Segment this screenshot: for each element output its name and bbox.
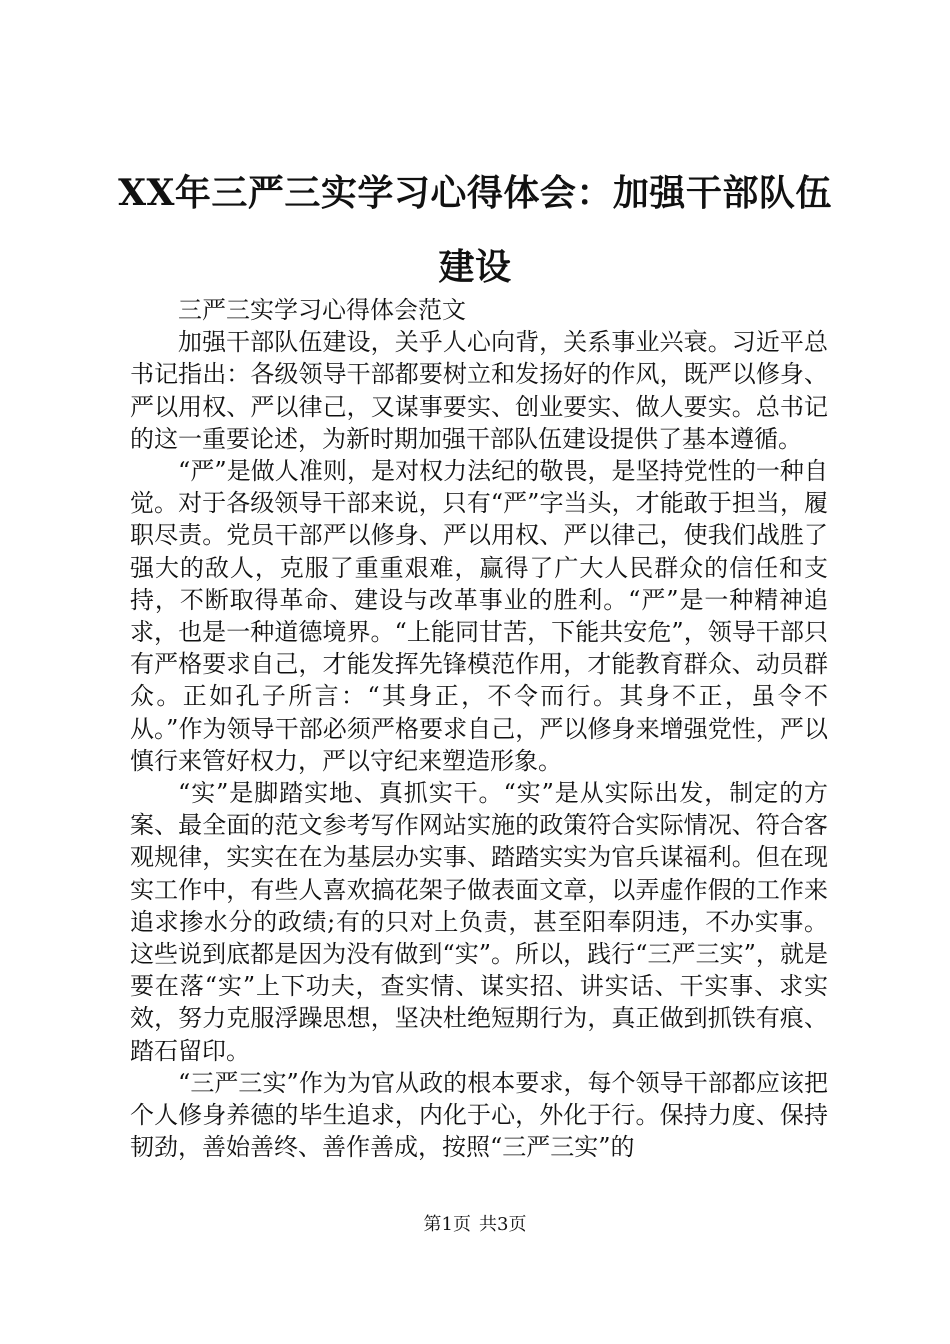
- page-total: 共3页: [479, 1214, 527, 1235]
- document-title: XX年三严三实学习心得体会：加强干部队伍建设: [118, 172, 832, 288]
- subtitle-line: 三严三实学习心得体会范文: [178, 296, 466, 324]
- page-footer: [0, 1213, 950, 1237]
- paragraph-conclusion: “三严三实”作为为官从政的根本要求，每个领导干部都应该把个人修身养德的毕生追求，内化于心，外化于行。保持力度、保持韧劲，善始善终、善作善成，按照“三严三实”的: [130, 1068, 828, 1162]
- page-number: 第1页: [423, 1214, 471, 1235]
- paragraph-intro: 加强干部队伍建设，关乎人心向背，关系事业兴衰。习近平总书记指出：各级领导干部都要树立和发扬好的作风，既严以修身、严以用权、严以律己，又谋事要实、创业要实、做人要实。总书记的这一重要论述，为新时期加强干部队伍建设提供了基本遵循。: [130, 328, 828, 453]
- paragraph-yan: “严”是做人准则，是对权力法纪的敬畏，是坚持党性的一种自觉。对于各级领导干部来说，只有“严”字当头，才能敢于担当，履职尽责。党员干部严以修身、严以用权、严以律己，使我们战胜了强大的敌人，克服了重重艰难，赢得了广大人民群众的信任和支持，不断取得革命、建设与改革事业的胜利。“严”是一种精神追求，也是一种道德境界。“上能同甘苦，下能共安危”，领导干部只有严格要求自己，才能发挥先锋模范作用，才能教育群众、动员群众。正如孔子所言：“其身正，不令而行。其身不正，虽令不从。”作为领导干部必须严格要求自己，严以修身来增强党性，严以慎行来管好权力，严以守纪来塑造形象。: [130, 457, 828, 775]
- paragraph-shi: “实”是脚踏实地、真抓实干。“实”是从实际出发，制定的方案、最全面的范文参考写作网站实施的政策符合实际情况、符合客观规律，实实在在为基层办实事、踏踏实实为官兵谋福利。但在现实工作中，有些人喜欢搞花架子做表面文章，以弄虚作假的工作来追求掺水分的政绩;有的只对上负责，甚至阳奉阴违，不办实事。这些说到底都是因为没有做到“实”。所以，践行“三严三实”，就是要在落“实”上下功夫，查实情、谋实招、讲实话、干实事、求实效，努力克服浮躁思想，坚决杜绝短期行为，真正做到抓铁有痕、踏石留印。: [130, 779, 828, 1065]
- document-body: [130, 294, 828, 1163]
